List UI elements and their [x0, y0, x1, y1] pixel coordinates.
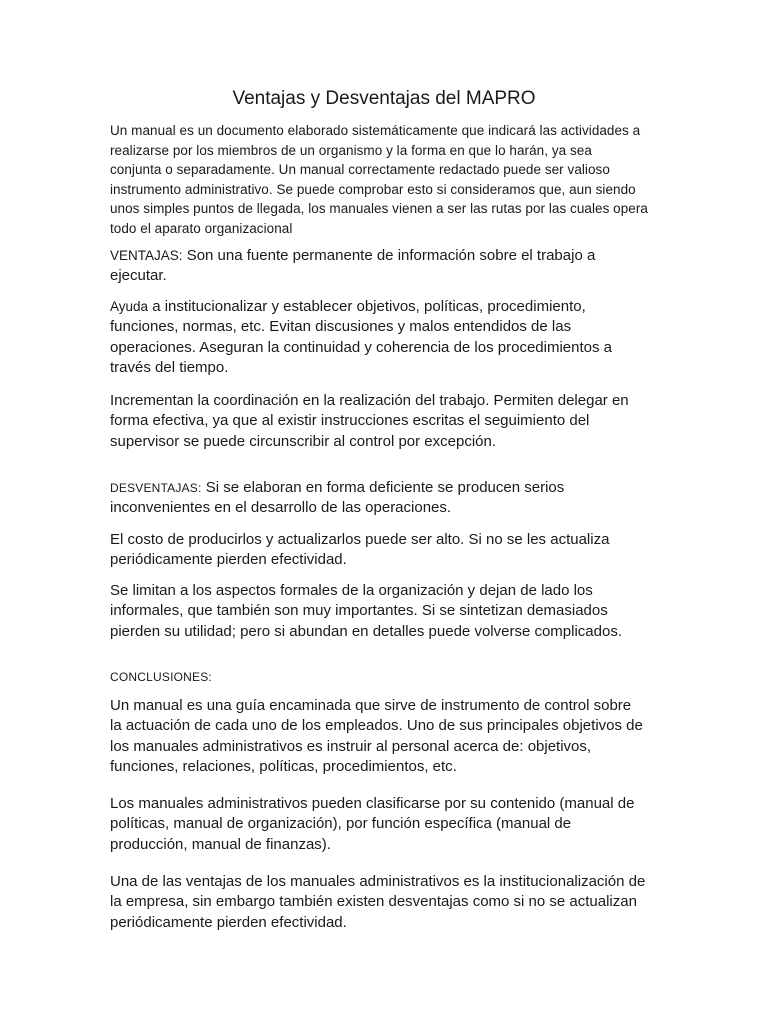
- desventajas-paragraph: [110, 478, 670, 519]
- conclusion-paragraph-1: [110, 696, 670, 778]
- paragraph-line: [110, 478, 670, 498]
- paragraph-line: operaciones. Aseguran la continuidad y coherencia de los procedimientos a: [110, 338, 612, 356]
- paragraph-line: [110, 297, 670, 317]
- paragraph-line: Se limitan a los aspectos formales de la organización y dejan de lado los: [110, 582, 593, 599]
- intro-line: unos simples puntos de llegada, los manuales vienen a ser las rutas por las cuales opera: [110, 201, 648, 217]
- paragraph-line: la actuación de cada uno de los empleados. Uno de sus principales objetivos de: [110, 717, 643, 735]
- paragraph-line: supervisor se puede circunscribir al control por excepción.: [110, 432, 497, 450]
- paragraph-line: políticas, manual de organización), por función específica (manual de: [110, 815, 572, 833]
- paragraph-line: pierden su utilidad; pero si abundan en detalles puede volverse complicados.: [110, 622, 622, 640]
- paragraph-line: El costo de producirlos y actualizarlos puede ser alto. Si no se les actualiza: [110, 531, 610, 548]
- paragraph-line: funciones, relaciones, políticas, procedimientos, etc.: [110, 758, 457, 776]
- conclusion-paragraph-2: [110, 794, 670, 855]
- ayuda-label: Ayuda: [110, 299, 149, 314]
- intro-line: todo el aparato organizacional: [110, 220, 293, 236]
- intro-line: instrumento administrativo. Se puede comprobar esto si consideramos que, aun siendo: [110, 181, 636, 197]
- paragraph-line: la empresa, sin embargo también existen desventajas como si no se actualizan: [110, 893, 637, 911]
- paragraph-line: periódicamente pierden efectividad.: [110, 913, 347, 931]
- paragraph-line: Un manual es una guía encaminada que sirve de instrumento de control sobre: [110, 697, 632, 714]
- ayuda-paragraph: [110, 297, 670, 379]
- paragraph-line: Los manuales administrativos pueden clasificarse por su contenido (manual de: [110, 795, 635, 812]
- paragraph-line: [110, 246, 670, 266]
- intro-line: conjunta o separadamente. Un manual correctamente redactado puede ser valioso: [110, 162, 610, 178]
- limitan-paragraph: [110, 581, 670, 642]
- paragraph-line: producción, manual de finanzas).: [110, 835, 331, 853]
- desventajas-text: Si se elaboran en forma deficiente se producen serios: [201, 479, 565, 496]
- incrementan-paragraph: [110, 391, 670, 452]
- paragraph-line: periódicamente pierden efectividad.: [110, 551, 347, 569]
- conclusiones-heading: CONCLUSIONES:: [110, 670, 212, 684]
- paragraph-line: informales, que también son muy importantes. Si se sintetizan demasiados: [110, 602, 608, 620]
- paragraph-line: inconvenientes en el desarrollo de las operaciones.: [110, 499, 452, 517]
- intro-paragraph: [110, 121, 670, 239]
- intro-line: Un manual es un documento elaborado sistemáticamente que indicará las actividades a: [110, 123, 641, 138]
- conclusion-paragraph-3: [110, 872, 670, 933]
- paragraph-line: Incrementan la coordinación en la realización del trabajo. Permiten delegar en: [110, 392, 629, 409]
- ventajas-text: Son una fuente permanente de información sobre el trabajo a: [182, 247, 596, 264]
- ayuda-text: a institucionalizar y establecer objetivos, políticas, procedimiento,: [148, 298, 586, 315]
- ventajas-label: VENTAJAS:: [110, 248, 183, 263]
- costo-paragraph: [110, 530, 670, 571]
- paragraph-line: ejecutar.: [110, 267, 167, 285]
- document-title: Ventajas y Desventajas del MAPRO: [232, 88, 536, 109]
- paragraph-line: funciones, normas, etc. Evitan discusiones y malos entendidos de las: [110, 318, 572, 336]
- paragraph-line: través del tiempo.: [110, 359, 229, 377]
- desventajas-label: DESVENTAJAS:: [110, 481, 202, 495]
- intro-line: realizarse por los miembros de un organismo y la forma en que lo harán, ya sea: [110, 142, 592, 158]
- paragraph-line: Una de las ventajas de los manuales administrativos es la institucionalización de: [110, 873, 646, 890]
- ventajas-paragraph: [110, 246, 670, 287]
- paragraph-line: forma efectiva, ya que al existir instrucciones escritas el seguimiento del: [110, 412, 590, 430]
- paragraph-line: los manuales administrativos es instruir al personal acerca de: objetivos,: [110, 737, 592, 755]
